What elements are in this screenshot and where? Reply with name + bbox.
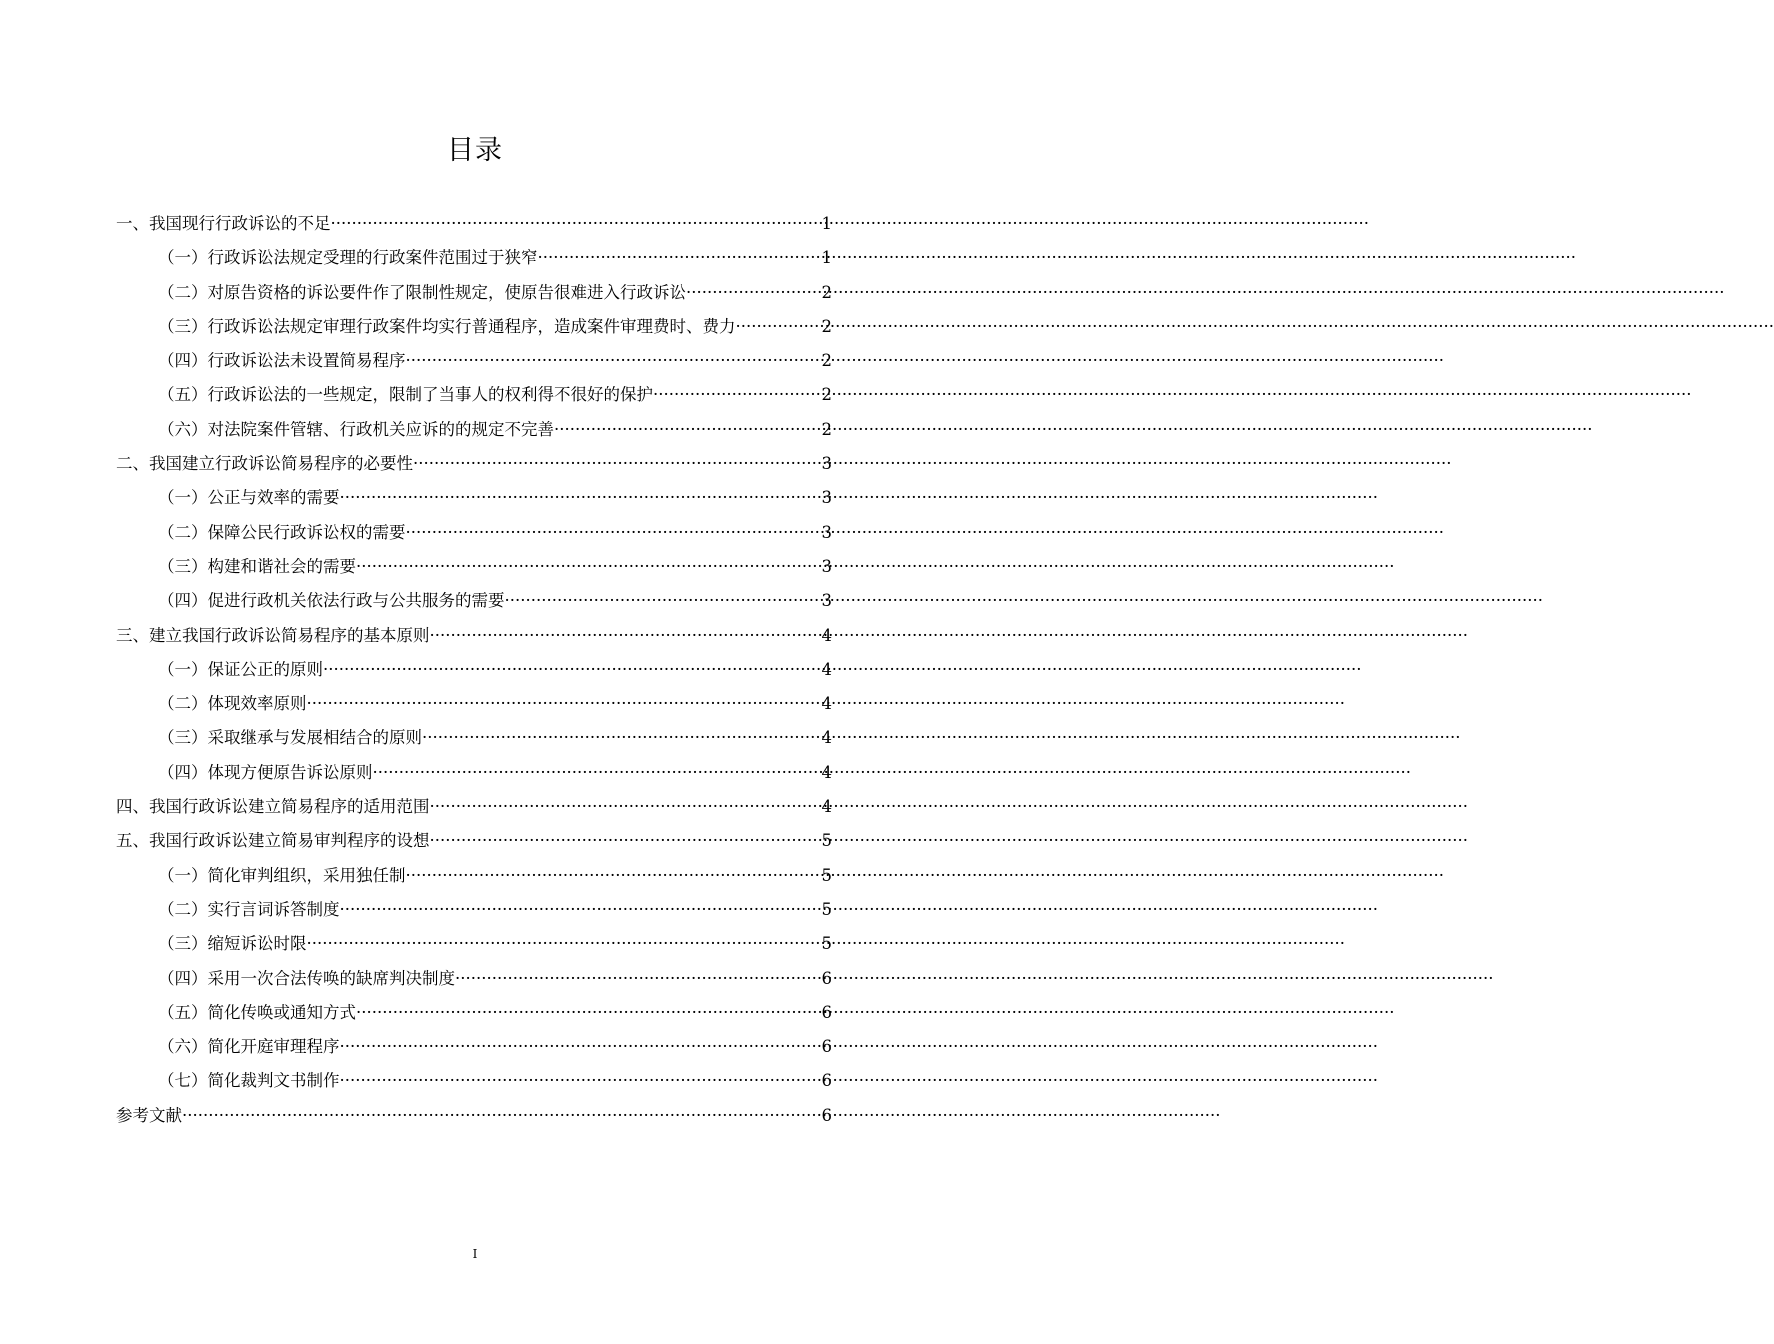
toc-entry-label: （一）行政诉讼法规定受理的行政案件范围过于狭窄 xyxy=(158,248,538,268)
toc-entry[interactable] xyxy=(116,276,832,310)
toc-entry[interactable] xyxy=(116,241,832,275)
toc-entry[interactable] xyxy=(116,824,832,858)
toc-dot-leader xyxy=(538,241,821,275)
toc-entry[interactable] xyxy=(116,550,832,584)
toc-dot-leader xyxy=(182,1099,821,1133)
toc-entry-page: 4 xyxy=(821,728,832,748)
toc-entry-page: 3 xyxy=(821,454,832,474)
toc-entry-page: 5 xyxy=(821,831,832,851)
toc-dot-leader xyxy=(323,653,821,687)
table-of-contents xyxy=(116,207,832,1133)
toc-entry-page: 5 xyxy=(821,865,832,885)
toc-entry[interactable] xyxy=(116,721,832,755)
toc-entry[interactable] xyxy=(116,893,832,927)
toc-entry-label: 五、我国行政诉讼建立简易审判程序的设想 xyxy=(116,831,430,851)
toc-entry-label: 二、我国建立行政诉讼简易程序的必要性 xyxy=(116,454,413,474)
toc-dot-leader xyxy=(430,790,821,824)
toc-entry-label: （二）实行言词诉答制度 xyxy=(158,899,340,919)
toc-dot-leader xyxy=(331,207,821,241)
toc-entry-page: 4 xyxy=(821,762,832,782)
toc-entry-page: 1 xyxy=(821,248,832,268)
toc-entry[interactable] xyxy=(116,996,832,1030)
page-title: 目录 xyxy=(447,135,503,166)
toc-entry-page: 4 xyxy=(821,659,832,679)
toc-dot-leader xyxy=(430,619,821,653)
toc-entry-label: （五）简化传唤或通知方式 xyxy=(158,1002,356,1022)
toc-entry-label: 参考文献 xyxy=(116,1105,182,1125)
toc-entry-page: 6 xyxy=(821,968,832,988)
toc-dot-leader xyxy=(736,310,821,344)
toc-entry-label: 三、建立我国行政诉讼简易程序的基本原则 xyxy=(116,625,430,645)
toc-dot-leader xyxy=(340,1030,821,1064)
toc-entry[interactable] xyxy=(116,927,832,961)
toc-dot-leader xyxy=(653,378,821,412)
toc-dot-leader xyxy=(554,413,821,447)
toc-entry-label: （五）行政诉讼法的一些规定，限制了当事人的权利得不很好的保护 xyxy=(158,385,653,405)
toc-entry[interactable] xyxy=(116,619,832,653)
toc-entry[interactable] xyxy=(116,859,832,893)
toc-dot-leader xyxy=(430,824,821,858)
toc-entry-label: （三）采取继承与发展相结合的原则 xyxy=(158,728,422,748)
toc-entry-label: （四）行政诉讼法未设置简易程序 xyxy=(158,351,406,371)
toc-dot-leader xyxy=(422,721,821,755)
toc-entry-label: （三）构建和谐社会的需要 xyxy=(158,556,356,576)
toc-entry-page: 4 xyxy=(821,797,832,817)
toc-dot-leader xyxy=(406,859,821,893)
toc-entry[interactable] xyxy=(116,962,832,996)
toc-entry[interactable] xyxy=(116,1030,832,1064)
toc-entry-label: （三）缩短诉讼时限 xyxy=(158,934,307,954)
toc-entry[interactable] xyxy=(116,413,832,447)
toc-entry-page: 2 xyxy=(821,316,832,336)
toc-dot-leader xyxy=(413,447,821,481)
toc-dot-leader xyxy=(340,893,821,927)
toc-entry[interactable] xyxy=(116,790,832,824)
toc-entry-page: 3 xyxy=(821,488,832,508)
toc-dot-leader xyxy=(455,962,821,996)
toc-entry-label: （七）简化裁判文书制作 xyxy=(158,1071,340,1091)
toc-dot-leader xyxy=(340,1064,821,1098)
toc-entry-label: （四）促进行政机关依法行政与公共服务的需要 xyxy=(158,591,505,611)
toc-entry-page: 6 xyxy=(821,1037,832,1057)
toc-entry[interactable] xyxy=(116,516,832,550)
toc-entry-page: 2 xyxy=(821,282,832,302)
toc-entry-label: （一）保证公正的原则 xyxy=(158,659,323,679)
toc-entry[interactable] xyxy=(116,687,832,721)
toc-entry-page: 5 xyxy=(821,899,832,919)
toc-dot-leader xyxy=(686,276,821,310)
toc-dot-leader xyxy=(406,516,821,550)
toc-entry[interactable] xyxy=(116,378,832,412)
toc-entry-page: 5 xyxy=(821,934,832,954)
toc-dot-leader xyxy=(406,344,821,378)
toc-entry-label: 一、我国现行行政诉讼的不足 xyxy=(116,214,331,233)
toc-entry[interactable] xyxy=(116,207,832,241)
toc-entry[interactable] xyxy=(116,653,832,687)
toc-entry-page: 6 xyxy=(821,1105,832,1125)
toc-dot-leader xyxy=(356,996,821,1030)
toc-entry-page: 4 xyxy=(821,625,832,645)
toc-entry-page: 6 xyxy=(821,1071,832,1091)
toc-entry[interactable] xyxy=(116,481,832,515)
toc-dot-leader xyxy=(307,927,821,961)
toc-entry-label: （四）采用一次合法传唤的缺席判决制度 xyxy=(158,968,455,988)
toc-dot-leader xyxy=(356,550,821,584)
toc-entry-page: 2 xyxy=(821,385,832,405)
toc-entry[interactable] xyxy=(116,584,832,618)
toc-entry[interactable] xyxy=(116,1099,832,1133)
toc-dot-leader xyxy=(340,481,821,515)
toc-dot-leader xyxy=(307,687,821,721)
toc-entry-label: （三）行政诉讼法规定审理行政案件均实行普通程序，造成案件审理费时、费力 xyxy=(158,316,736,336)
toc-entry[interactable] xyxy=(116,1064,832,1098)
toc-entry-page: 3 xyxy=(821,522,832,542)
toc-dot-leader xyxy=(373,756,821,790)
toc-entry-page: 4 xyxy=(821,694,832,714)
toc-entry-page: 3 xyxy=(821,591,832,611)
toc-entry-page: 6 xyxy=(821,1002,832,1022)
toc-entry[interactable] xyxy=(116,756,832,790)
page-footer-number: I xyxy=(472,1247,478,1261)
toc-entry-label: （六）简化开庭审理程序 xyxy=(158,1037,340,1057)
toc-entry[interactable] xyxy=(116,310,832,344)
toc-entry-label: （一）公正与效率的需要 xyxy=(158,488,340,508)
toc-entry-label: 四、我国行政诉讼建立简易程序的适用范围 xyxy=(116,797,430,817)
toc-entry[interactable] xyxy=(116,344,832,378)
toc-entry-page: 3 xyxy=(821,556,832,576)
toc-entry-label: （四）体现方便原告诉讼原则 xyxy=(158,762,373,782)
toc-entry-label: （二）对原告资格的诉讼要件作了限制性规定，使原告很难进入行政诉讼 xyxy=(158,282,686,302)
toc-dot-leader xyxy=(505,584,821,618)
toc-entry-label: （二）保障公民行政诉讼权的需要 xyxy=(158,522,406,542)
toc-entry-page: 2 xyxy=(821,419,832,439)
toc-entry-label: （六）对法院案件管辖、行政机关应诉的的规定不完善 xyxy=(158,419,554,439)
toc-entry-page: 2 xyxy=(821,351,832,371)
toc-entry[interactable] xyxy=(116,447,832,481)
toc-entry-page: 1 xyxy=(821,214,832,233)
toc-entry-label: （一）简化审判组织，采用独任制 xyxy=(158,865,406,885)
toc-entry-label: （二）体现效率原则 xyxy=(158,694,307,714)
